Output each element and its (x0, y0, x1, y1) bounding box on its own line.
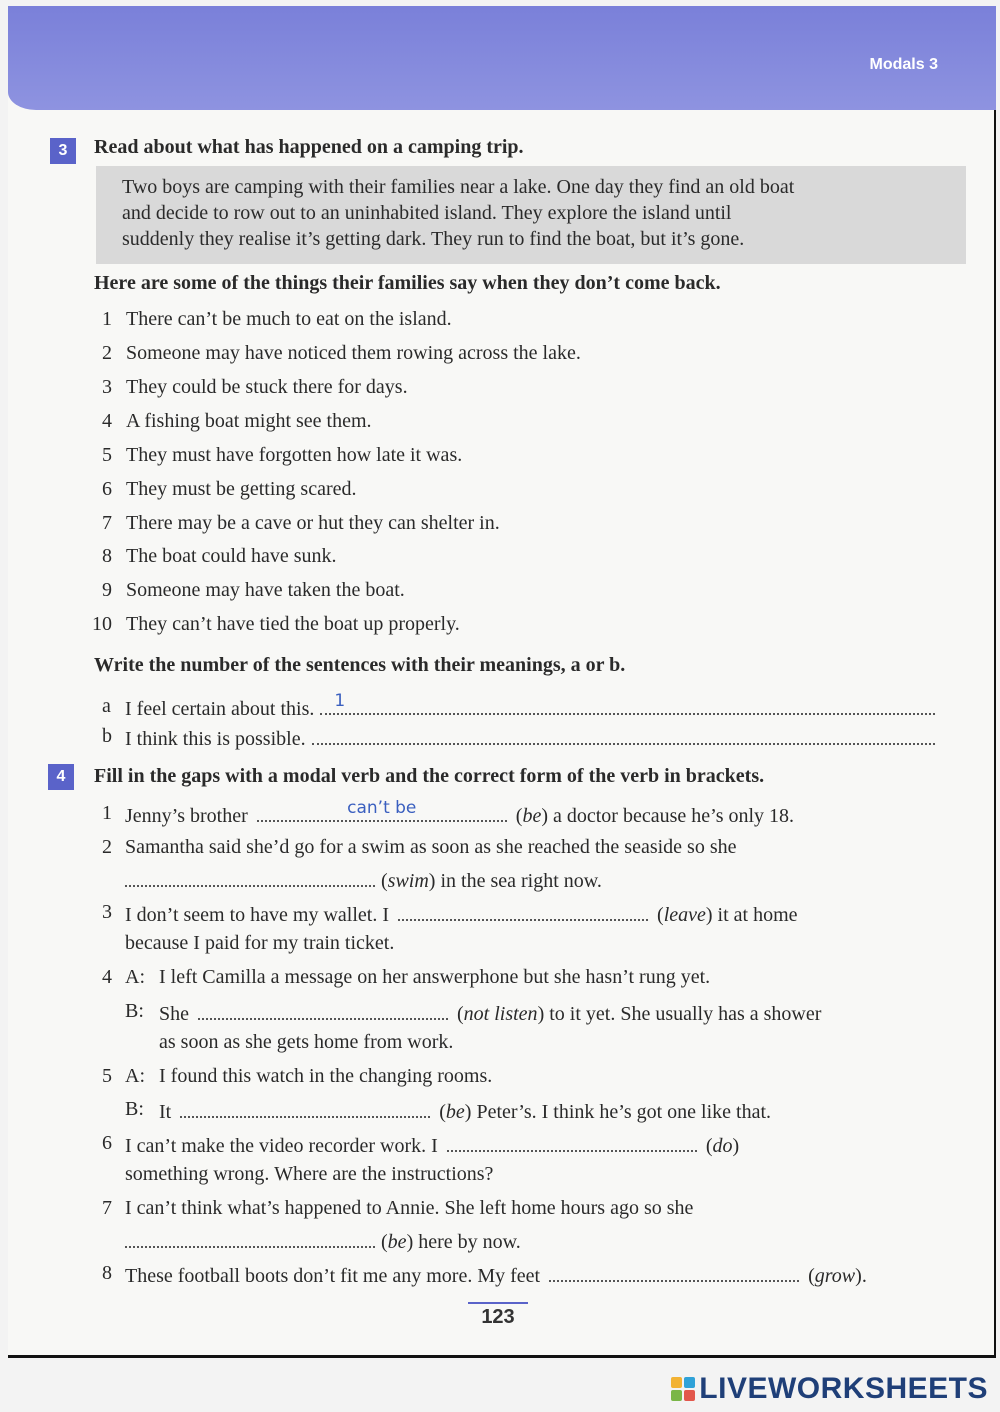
gap-1[interactable] (257, 798, 507, 822)
item-text: in the sea right now. (440, 870, 602, 892)
item-number: 7 (102, 1197, 112, 1219)
speaker-label: B: (125, 1098, 144, 1120)
meaning-row-b (125, 725, 935, 751)
speaker-label: A: (125, 1065, 145, 1087)
gap-6[interactable] (447, 1132, 697, 1152)
sentence-number: 3 (102, 376, 112, 398)
answer-field-a[interactable] (320, 691, 935, 715)
liveworksheets-logo (671, 1372, 988, 1406)
gap-5[interactable] (180, 1098, 430, 1118)
sentence-text: There may be a cave or hut they can shelter in. (126, 512, 500, 534)
sentence-number: 2 (102, 342, 112, 364)
brand-name: LIVEWORKSHEETS (699, 1372, 988, 1405)
brand-icon (671, 1377, 695, 1401)
meaning-text: I feel certain about this. (125, 698, 315, 720)
item-number: 3 (102, 901, 112, 923)
verb-hint: be (445, 1101, 465, 1123)
sentence-text: Someone may have noticed them rowing across the lake. (126, 342, 581, 364)
exercise-3-instruction: Write the number of the sentences with their meanings, a or b. (94, 654, 626, 676)
sentence-text: The boat could have sunk. (126, 545, 337, 567)
gap-7[interactable] (125, 1228, 375, 1248)
item-5-b: It (be) Peter’s. I think he’s got one like that. (159, 1098, 771, 1124)
exercise-4-heading: Fill in the gaps with a modal verb and the correct form of the verb in brackets. (94, 765, 765, 787)
item-number: 6 (102, 1132, 112, 1154)
speaker-label: A: (125, 966, 145, 988)
story-line: and decide to row out to an uninhabited island. They explore the island until (122, 202, 732, 224)
sentence-text: Someone may have taken the boat. (126, 579, 405, 601)
item-text: Jenny’s brother (125, 805, 248, 827)
meaning-letter: a (102, 695, 111, 717)
gap-4[interactable] (198, 1000, 448, 1020)
meaning-row-a (125, 691, 935, 721)
item-text: something wrong. Where are the instructions? (125, 1163, 494, 1185)
worksheet-page (8, 6, 996, 1358)
exercise-3-heading: Read about what has happened on a camping trip. (94, 136, 524, 158)
gap-2[interactable] (125, 867, 375, 887)
item-text: These football boots don’t fit me any more. My feet (125, 1265, 541, 1287)
sentence-text: They can’t have tied the boat up properly. (126, 613, 460, 635)
section-title: Modals 3 (869, 56, 938, 73)
item-text: it at home (717, 904, 798, 926)
item-6: I can’t make the video recorder work. I (do) (125, 1132, 739, 1158)
item-text: I found this watch in the changing rooms. (159, 1065, 493, 1087)
item-8: These football boots don’t fit me any more. My feet (grow). (125, 1262, 867, 1288)
item-text: because I paid for my train ticket. (125, 932, 395, 954)
item-2-line2: (swim) in the sea right now. (125, 867, 602, 893)
speaker-label: B: (125, 1000, 144, 1022)
page-number: 123 (468, 1302, 528, 1329)
item-4-b: She (not listen) to it yet. She usually has a shower (159, 1000, 821, 1026)
sentence-text: There can’t be much to eat on the island. (126, 308, 452, 330)
meaning-letter: b (102, 725, 112, 747)
item-number: 2 (102, 836, 112, 858)
item-text: It (159, 1101, 172, 1123)
sentence-number: 4 (102, 410, 112, 432)
item-number: 1 (102, 802, 112, 824)
sentence-number: 10 (92, 613, 112, 635)
sentence-text: They must be getting scared. (126, 478, 357, 500)
item-7-line2: (be) here by now. (125, 1228, 521, 1254)
item-number: 8 (102, 1262, 112, 1284)
verb-hint: be (522, 805, 542, 827)
exercise-3-number: 3 (50, 138, 76, 164)
sentence-text: They could be stuck there for days. (126, 376, 408, 398)
sentence-text: A fishing boat might see them. (126, 410, 372, 432)
verb-hint: grow (814, 1265, 856, 1287)
handwritten-answer: 1 (334, 691, 346, 711)
sentence-text: They must have forgotten how late it was. (126, 444, 463, 466)
item-text: here by now. (418, 1231, 521, 1253)
answer-field-b[interactable] (312, 725, 935, 745)
sentence-number: 5 (102, 444, 112, 466)
verb-hint: leave (663, 904, 706, 926)
item-text: I can’t make the video recorder work. I (125, 1135, 438, 1157)
item-text: She (159, 1003, 189, 1025)
sentence-number: 8 (102, 545, 112, 567)
item-number: 5 (102, 1065, 112, 1087)
item-text: Peter’s. I think he’s got one like that. (476, 1101, 772, 1123)
item-text: I don’t seem to have my wallet. I (125, 904, 390, 926)
item-text: I left Camilla a message on her answerphone but she hasn’t rung yet. (159, 966, 711, 988)
sentence-number: 7 (102, 512, 112, 534)
exercise-3-subheading: Here are some of the things their families say when they don’t come back. (94, 272, 721, 294)
exercise-4-number: 4 (48, 764, 74, 790)
verb-hint: swim (387, 870, 429, 892)
verb-hint: not listen (463, 1003, 538, 1025)
header-band (8, 6, 996, 110)
item-3: I don’t seem to have my wallet. I (leave) it at home (125, 901, 798, 927)
gap-3[interactable] (398, 901, 648, 921)
verb-hint: be (387, 1231, 407, 1253)
item-text: I can’t think what’s happened to Annie. She left home hours ago so she (125, 1197, 694, 1219)
sentence-number: 9 (102, 579, 112, 601)
item-text: to it yet. She usually has a shower (549, 1003, 822, 1025)
meaning-text: I think this is possible. (125, 728, 306, 750)
story-box (96, 166, 966, 264)
gap-8[interactable] (549, 1262, 799, 1282)
story-line: Two boys are camping with their families near a lake. One day they find an old boat (122, 176, 795, 198)
handwritten-answer: can’t be (347, 798, 417, 818)
sentence-number: 6 (102, 478, 112, 500)
sentence-number: 1 (102, 308, 112, 330)
item-number: 4 (102, 966, 112, 988)
item-text: Samantha said she’d go for a swim as soon as she reached the seaside so she (125, 836, 737, 858)
item-text: a doctor because he’s only 18. (553, 805, 795, 827)
item-text: as soon as she gets home from work. (159, 1031, 454, 1053)
item-1: Jenny’s brother can’t be (be) a doctor because he’s only 18. (125, 798, 795, 827)
story-line: suddenly they realise it’s getting dark. They run to find the boat, but it’s gone. (122, 228, 745, 250)
verb-hint: do (712, 1135, 733, 1157)
